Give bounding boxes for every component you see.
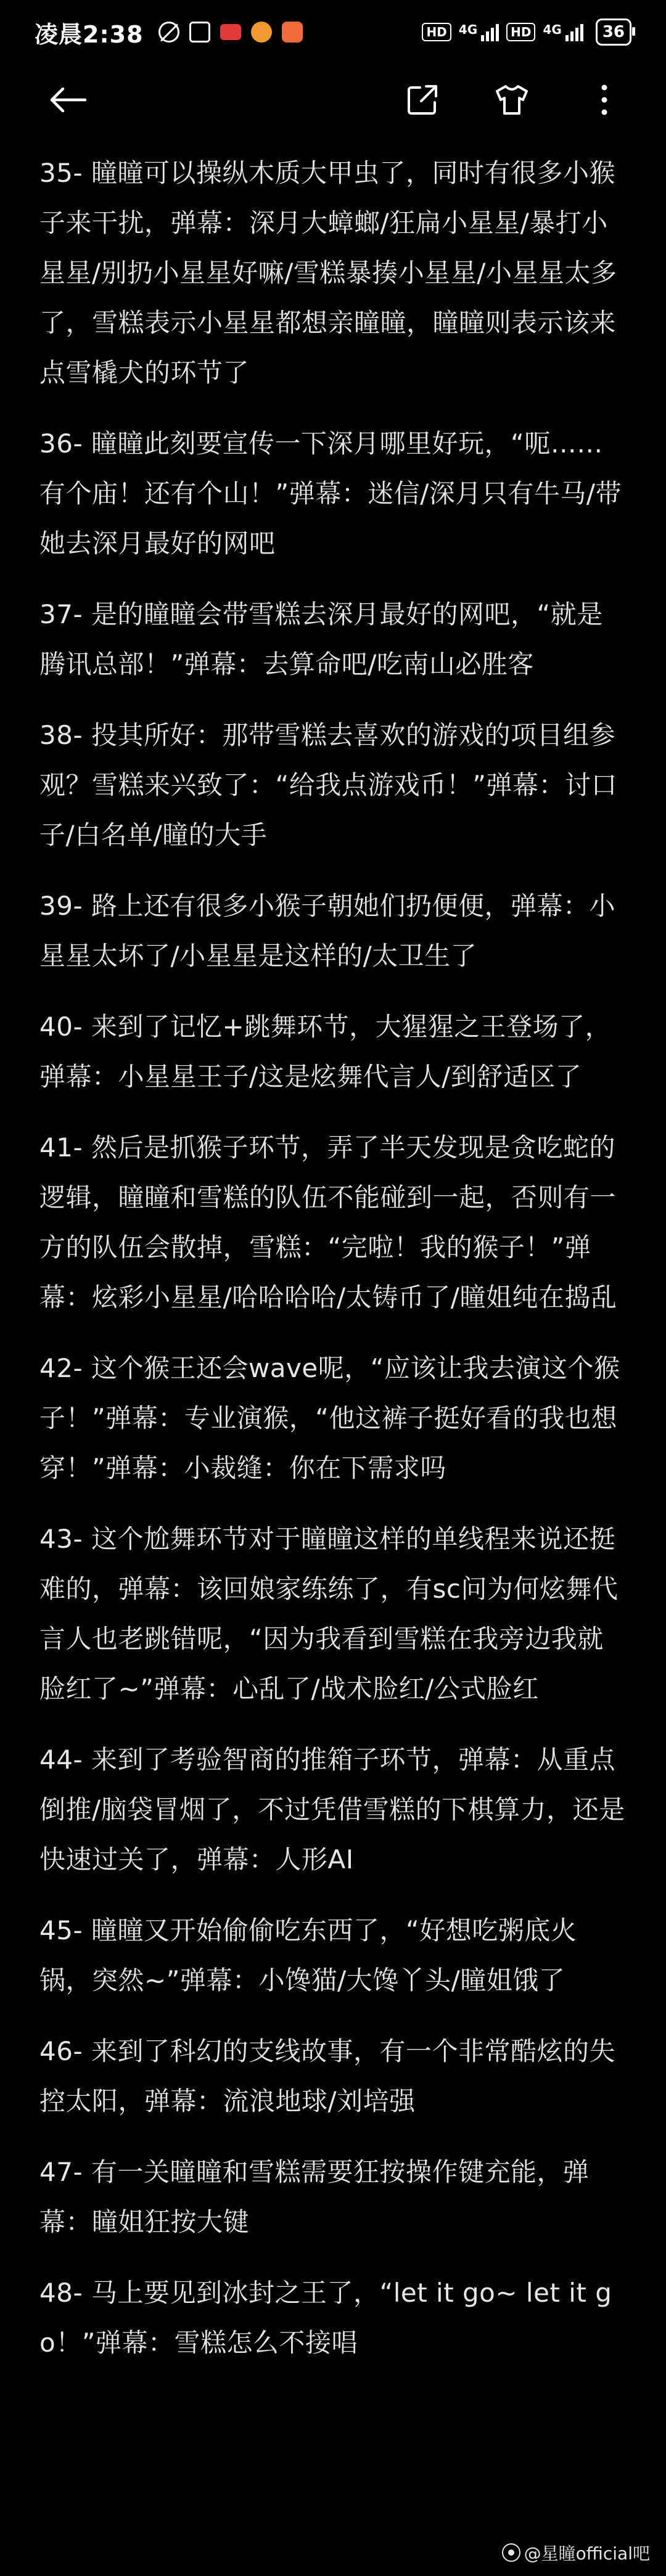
signal-icon-1 xyxy=(481,23,499,41)
list-item: 37- 是的瞳瞳会带雪糕去深月最好的网吧，“就是腾讯总部！”弹幕：去算命吧/吃南山必胜客 xyxy=(39,599,603,679)
mute-icon xyxy=(158,22,179,43)
app-icon xyxy=(282,22,303,43)
share-button[interactable] xyxy=(398,75,447,125)
top-nav-bar xyxy=(0,64,666,136)
network-type-1: 4G xyxy=(458,22,478,37)
list-item: 44- 来到了考验智商的推箱子环节，弹幕：从重点倒推/脑袋冒烟了，不过凭借雪糕的下棋算力，还是快速过关了，弹幕：人形AI xyxy=(39,1744,625,1875)
list-item: 45- 瞳瞳又开始偷偷吃东西了，“好想吃粥底火锅，突然~”弹幕：小馋猫/大馋丫头/瞳姐饿了 xyxy=(39,1915,577,1995)
list-item: 41- 然后是抓猴子环节，弄了半天发现是贪吃蛇的逻辑，瞳瞳和雪糕的队伍不能碰到一起，否则有一方的队伍会散掉，雪糕：“完啦！我的猴子！”弹幕：炫彩小星星/哈哈哈哈/太铸币了/瞳姐纯在捣乱 xyxy=(39,1132,617,1312)
status-bar xyxy=(0,0,666,64)
list-item: 43- 这个尬舞环节对于瞳瞳这样的单线程来说还挺难的，弹幕：该回娘家练练了，有sc问为何炫舞代言人也老跳错呢，“因为我看到雪糕在我旁边我就脸红了~”弹幕：心乱了/战术脸红/公式脸红 xyxy=(39,1524,619,1704)
more-button[interactable] xyxy=(580,75,629,125)
signal-icon-2 xyxy=(565,23,583,41)
status-right xyxy=(422,18,631,46)
network-type-2: 4G xyxy=(543,22,562,37)
list-item: 40- 来到了记忆+跳舞环节，大猩猩之王登场了，弹幕：小星星王子/这是炫舞代言人/到舒适区了 xyxy=(39,1012,612,1092)
app-notification-icon xyxy=(220,24,241,40)
status-left xyxy=(35,15,303,49)
list-item: 35- 瞳瞳可以操纵木质大甲虫了，同时有很多小猴子来干扰，弹幕：深月大蟑螂/狂扁小星星/暴打小星星/别扔小星星好嘛/雪糕暴揍小星星/小星星太多了，雪糕表示小星星都想亲瞳瞳，瞳瞳则表示该来点雪橇犬的环节了 xyxy=(39,158,617,388)
shirt-icon xyxy=(493,83,530,117)
list-item: 48- 马上要见到冰封之王了，“let it go~ let it go！”弹幕：雪糕怎么不接唱 xyxy=(39,2278,612,2358)
status-time: 凌晨2:38 xyxy=(35,20,144,48)
theme-button[interactable] xyxy=(487,75,536,125)
share-icon xyxy=(405,83,440,117)
back-arrow-icon xyxy=(48,88,88,112)
list-item: 47- 有一关瞳瞳和雪糕需要狂按操作键充能，弹幕：瞳姐狂按大键 xyxy=(39,2157,590,2237)
nfc-icon xyxy=(189,22,210,43)
tieba-logo-icon xyxy=(502,2543,520,2562)
post-content xyxy=(39,148,627,2389)
weibo-icon xyxy=(251,22,272,43)
more-vertical-icon xyxy=(598,83,610,117)
battery-indicator: 36 xyxy=(596,18,631,46)
list-item: 38- 投其所好：那带雪糕去喜欢的游戏的项目组参观？雪糕来兴致了：“给我点游戏币！”弹幕：讨口子/白名单/瞳的大手 xyxy=(39,720,618,850)
list-item: 39- 路上还有很多小猴子朝她们扔便便，弹幕：小星星太坏了/小星星是这样的/太卫生了 xyxy=(39,891,615,971)
list-item: 36- 瞳瞳此刻要宣传一下深月哪里好玩，“呃……有个庙！还有个山！”弹幕：迷信/深月只有牛马/带她去深月最好的网吧 xyxy=(39,428,622,558)
watermark xyxy=(502,2540,650,2565)
watermark-text: @星瞳official吧 xyxy=(524,2543,650,2564)
list-item: 46- 来到了科幻的支线故事，有一个非常酷炫的失控太阳，弹幕：流浪地球/刘培强 xyxy=(39,2036,615,2116)
hd-badge-1: HD xyxy=(422,23,451,41)
hd-badge-2: HD xyxy=(506,23,535,41)
list-item: 42- 这个猴王还会wave呢，“应该让我去演这个猴子！”弹幕：专业演猴，“他这裤子挺好看的我也想穿！”弹幕：小裁缝：你在下需求吗 xyxy=(39,1353,620,1483)
back-button[interactable] xyxy=(43,75,92,125)
